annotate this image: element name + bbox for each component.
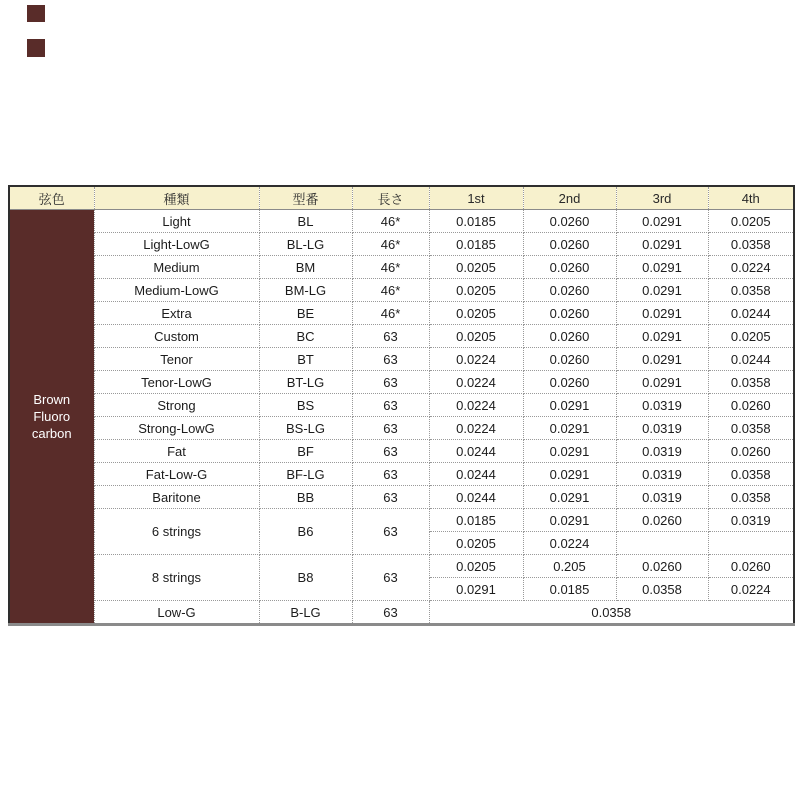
table-row xyxy=(9,463,794,486)
color-swatch xyxy=(27,5,45,22)
value-cell: 0.0358 xyxy=(708,279,794,302)
model-cell: BT-LG xyxy=(259,371,352,394)
length-cell: 46* xyxy=(352,279,429,302)
value-cell: 0.0260 xyxy=(523,256,616,279)
type-cell: 8 strings xyxy=(94,555,259,601)
value-cell: 0.0185 xyxy=(429,233,523,256)
value-cell: 0.0224 xyxy=(523,532,616,555)
value-cell: 0.0244 xyxy=(429,486,523,509)
table-row xyxy=(9,601,794,625)
group-label-line: Fluoro xyxy=(33,409,71,424)
table-row xyxy=(9,486,794,509)
table-row xyxy=(9,555,794,578)
value-cell: 0.0260 xyxy=(523,210,616,233)
value-cell: 0.0291 xyxy=(523,486,616,509)
table-row xyxy=(9,302,794,325)
table-row xyxy=(9,509,794,532)
value-cell: 0.0260 xyxy=(708,394,794,417)
value-cell: 0.0185 xyxy=(523,578,616,601)
type-cell: 6 strings xyxy=(94,509,259,555)
table-row xyxy=(9,210,794,233)
value-cell: 0.0291 xyxy=(616,233,708,256)
value-cell: 0.0260 xyxy=(523,302,616,325)
column-header: 型番 xyxy=(259,186,352,210)
value-cell xyxy=(616,532,708,555)
model-cell: BT xyxy=(259,348,352,371)
value-cell: 0.0291 xyxy=(616,348,708,371)
type-cell: Light xyxy=(94,210,259,233)
column-header: 弦色 xyxy=(9,186,94,210)
model-cell: BE xyxy=(259,302,352,325)
length-cell: 63 xyxy=(352,463,429,486)
length-cell: 46* xyxy=(352,210,429,233)
color-swatch xyxy=(27,39,45,57)
column-header: 2nd xyxy=(523,186,616,210)
value-cell: 0.0319 xyxy=(616,440,708,463)
model-cell: B6 xyxy=(259,509,352,555)
value-cell: 0.0291 xyxy=(523,463,616,486)
model-cell: BM-LG xyxy=(259,279,352,302)
table-row xyxy=(9,417,794,440)
spec-table-header xyxy=(9,186,794,210)
type-cell: Custom xyxy=(94,325,259,348)
type-cell: Tenor xyxy=(94,348,259,371)
value-cell: 0.0244 xyxy=(708,302,794,325)
string-color-group-cell xyxy=(9,210,94,625)
value-cell: 0.0358 xyxy=(708,486,794,509)
length-cell: 63 xyxy=(352,325,429,348)
type-cell: Medium xyxy=(94,256,259,279)
column-header: 長さ xyxy=(352,186,429,210)
value-cell: 0.0185 xyxy=(429,210,523,233)
value-cell: 0.0205 xyxy=(429,256,523,279)
type-cell: Tenor-LowG xyxy=(94,371,259,394)
model-cell: BS-LG xyxy=(259,417,352,440)
value-cell: 0.0319 xyxy=(616,417,708,440)
value-cell: 0.0224 xyxy=(429,417,523,440)
merged-value-cell: 0.0358 xyxy=(429,601,794,625)
value-cell: 0.0260 xyxy=(616,555,708,578)
value-cell: 0.0291 xyxy=(616,302,708,325)
value-cell: 0.0260 xyxy=(708,555,794,578)
group-label-line: carbon xyxy=(31,426,72,441)
value-cell: 0.0244 xyxy=(429,463,523,486)
group-label-line: Brown xyxy=(33,392,71,407)
type-cell: Strong xyxy=(94,394,259,417)
value-cell: 0.0185 xyxy=(429,509,523,532)
model-cell: B8 xyxy=(259,555,352,601)
value-cell: 0.205 xyxy=(523,555,616,578)
model-cell: BF xyxy=(259,440,352,463)
table-row xyxy=(9,325,794,348)
value-cell: 0.0224 xyxy=(429,394,523,417)
value-cell: 0.0205 xyxy=(708,210,794,233)
value-cell: 0.0319 xyxy=(616,463,708,486)
type-cell: Medium-LowG xyxy=(94,279,259,302)
length-cell: 46* xyxy=(352,233,429,256)
value-cell: 0.0260 xyxy=(523,279,616,302)
length-cell: 63 xyxy=(352,555,429,601)
value-cell: 0.0205 xyxy=(429,279,523,302)
type-cell: Strong-LowG xyxy=(94,417,259,440)
value-cell: 0.0260 xyxy=(523,233,616,256)
table-row xyxy=(9,394,794,417)
value-cell: 0.0224 xyxy=(429,348,523,371)
model-cell: BM xyxy=(259,256,352,279)
model-cell: B-LG xyxy=(259,601,352,625)
value-cell: 0.0358 xyxy=(708,417,794,440)
value-cell: 0.0244 xyxy=(708,348,794,371)
value-cell: 0.0291 xyxy=(616,371,708,394)
value-cell xyxy=(708,532,794,555)
type-cell: Light-LowG xyxy=(94,233,259,256)
length-cell: 63 xyxy=(352,601,429,625)
length-cell: 63 xyxy=(352,486,429,509)
model-cell: BL xyxy=(259,210,352,233)
value-cell: 0.0205 xyxy=(708,325,794,348)
spec-table-body xyxy=(9,210,794,625)
value-cell: 0.0224 xyxy=(429,371,523,394)
value-cell: 0.0224 xyxy=(708,578,794,601)
length-cell: 46* xyxy=(352,256,429,279)
value-cell: 0.0260 xyxy=(708,440,794,463)
value-cell: 0.0205 xyxy=(429,302,523,325)
length-cell: 63 xyxy=(352,348,429,371)
type-cell: Fat-Low-G xyxy=(94,463,259,486)
value-cell: 0.0205 xyxy=(429,325,523,348)
value-cell: 0.0358 xyxy=(708,371,794,394)
table-row xyxy=(9,371,794,394)
value-cell: 0.0291 xyxy=(523,417,616,440)
table-row xyxy=(9,256,794,279)
column-header: 4th xyxy=(708,186,794,210)
value-cell: 0.0291 xyxy=(616,210,708,233)
value-cell: 0.0291 xyxy=(616,256,708,279)
length-cell: 46* xyxy=(352,302,429,325)
value-cell: 0.0260 xyxy=(616,509,708,532)
length-cell: 63 xyxy=(352,509,429,555)
model-cell: BC xyxy=(259,325,352,348)
header-row xyxy=(9,186,794,210)
value-cell: 0.0291 xyxy=(616,279,708,302)
column-header: 種類 xyxy=(94,186,259,210)
table-row xyxy=(9,348,794,371)
model-cell: BB xyxy=(259,486,352,509)
table-row xyxy=(9,279,794,302)
column-header: 3rd xyxy=(616,186,708,210)
value-cell: 0.0358 xyxy=(616,578,708,601)
model-cell: BF-LG xyxy=(259,463,352,486)
value-cell: 0.0291 xyxy=(523,440,616,463)
type-cell: Extra xyxy=(94,302,259,325)
value-cell: 0.0244 xyxy=(429,440,523,463)
value-cell: 0.0291 xyxy=(523,509,616,532)
table-row xyxy=(9,233,794,256)
value-cell: 0.0260 xyxy=(523,348,616,371)
string-spec-table xyxy=(8,185,795,626)
type-cell: Baritone xyxy=(94,486,259,509)
model-cell: BS xyxy=(259,394,352,417)
value-cell: 0.0205 xyxy=(429,532,523,555)
model-cell: BL-LG xyxy=(259,233,352,256)
value-cell: 0.0358 xyxy=(708,233,794,256)
value-cell: 0.0291 xyxy=(523,394,616,417)
value-cell: 0.0291 xyxy=(429,578,523,601)
value-cell: 0.0205 xyxy=(429,555,523,578)
value-cell: 0.0291 xyxy=(616,325,708,348)
length-cell: 63 xyxy=(352,394,429,417)
type-cell: Fat xyxy=(94,440,259,463)
value-cell: 0.0358 xyxy=(708,463,794,486)
column-header: 1st xyxy=(429,186,523,210)
value-cell: 0.0319 xyxy=(616,394,708,417)
value-cell: 0.0319 xyxy=(708,509,794,532)
type-cell: Low-G xyxy=(94,601,259,625)
table-row xyxy=(9,440,794,463)
length-cell: 63 xyxy=(352,417,429,440)
value-cell: 0.0319 xyxy=(616,486,708,509)
length-cell: 63 xyxy=(352,371,429,394)
value-cell: 0.0224 xyxy=(708,256,794,279)
value-cell: 0.0260 xyxy=(523,325,616,348)
value-cell: 0.0260 xyxy=(523,371,616,394)
length-cell: 63 xyxy=(352,440,429,463)
